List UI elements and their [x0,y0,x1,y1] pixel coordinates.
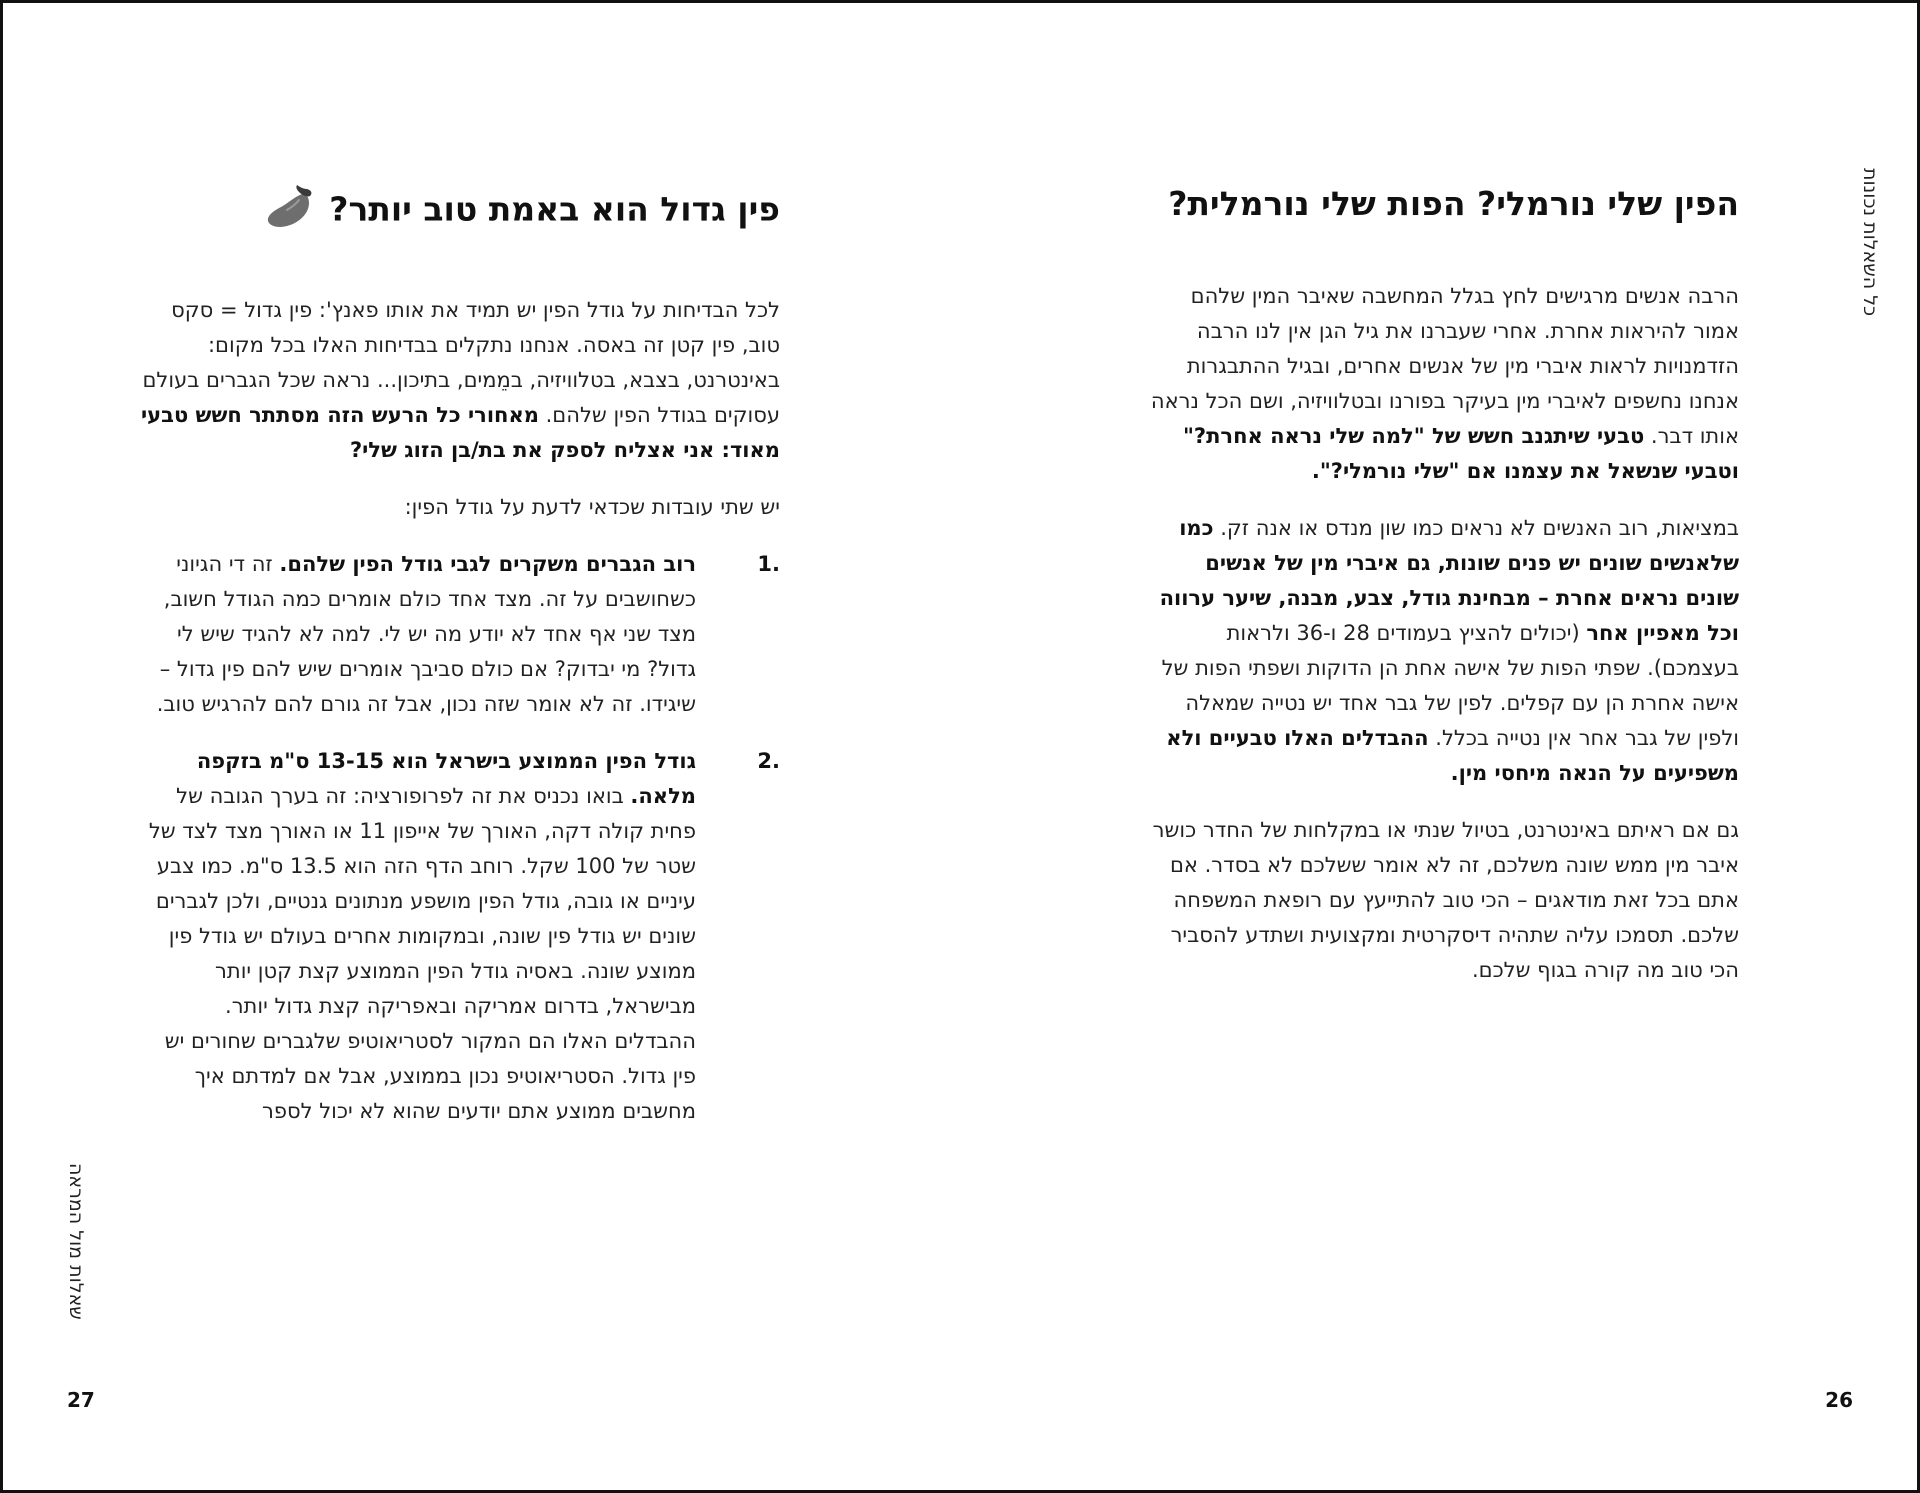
page-number-right: 26 [1825,1388,1853,1412]
right-paragraph-3: גם אם ראיתם באינטרנט, בטיול שנתי או במקלחות של החדר כושר איבר מין ממש שונה משלכם, זה לא אומר ששלכם לא בסדר. אם אתם בכל זאת מודאגים – הכי טוב להתייעץ עם רופאת המשפחה שלכם. תסמכו עליה שתהיה דיסקרטית ומקצועית ושתדע להסביר הכי טוב מה קורה בגוף שלכם. [1152,818,1739,982]
left-page-title [140,183,780,239]
left-page-title-text: פין גדול הוא באמת טוב יותר? [329,189,780,229]
facts-list [140,547,780,1129]
list-item-text: רוב הגברים משקרים לגבי גודל הפין שלהם. זה די הגיוני כשחושבים על זה. מצד אחד כולם אומרים כמה הגודל חשוב, מצד שני אף אחד לא יודע מה יש לי. למה לא להגיד שיש לי גדול? מי יבדוק? אם כולם סביבך אומרים שיש להם פין גדול – שיגידו. זה לא אומר שזה נכון, אבל זה גורם להם להרגיש טוב. [156,552,696,716]
right-page-title: הפין שלי נורמלי? הפות שלי נורמלית? [1168,184,1739,223]
list-number: 2. [757,749,780,773]
eggplant-icon [265,183,315,239]
page-number-left: 27 [67,1388,95,1412]
list-item [140,547,780,722]
list-item-text: גודל הפין הממוצע בישראל הוא 13-15 ס"מ בזקפה מלאה. בואו נכניס את זה לפרופורציה: זה בערך הגובה של פחית קולה דקה, האורך של אייפון 11 או האורך מצד לצד של שטר של 100 שקל. רוחב הדף הזה הוא 13.5 ס"מ. כמו צבע עיניים או גובה, גודל הפין מושפע מנתונים גנטיים, ולכן לגברים שונים יש גודל פין שונה, ובמקומות אחרים בעולם יש גודל פין ממוצע שונה. באסיה גודל הפין הממוצע קצת קטן יותר מבישראל, בדרום אמריקה ובאפריקה קצת גדול יותר. ההבדלים האלו הם המקור לסטריאוטיפ שלגברים שחורים יש פין גדול. הסטריאוטיפ נכון בממוצע, אבל אם למדתם איך מחשבים ממוצע אתם יודעים שהוא לא יכול לספר [148,749,696,1123]
left-paragraph-1: לכל הבדיחות על גודל הפין יש תמיד את אותו פאנץ': פין גדול = סקס טוב, פין קטן זה באסה. אנחנו נתקלים בבדיחות האלו בכל מקום: באינטרנט, בצבא, בטלוויזיה, במֵמים, בתיכון... נראה שכל הגברים בעולם עסוקים בגודל הפין שלהם. מאחורי כל הרעש הזה מסתתר חשש טבעי מאוד: אני אצליח לספק את בת/בן הזוג שלי? [140,298,780,462]
running-head-left: שאלות מול המראה [65,1163,87,1320]
left-paragraph-2: יש שתי עובדות שכדאי לדעת על גודל הפין: [404,495,780,519]
left-page-content [140,183,780,1151]
list-item [140,744,780,1129]
right-paragraph-2: במציאות, רוב האנשים לא נראים כמו שון מנדס או אנה זק. כמו שלאנשים שונים יש פנים שונות, גם איברי מין של אנשים שונים נראים אחרת – מבחינת גודל, צבע, מבנה, שיער ערווה וכל מאפיין אחר (יכולים להציץ בעמודים 28 ו-36 ולראות בעצמכם). שפתי הפות של אישה אחת הן הדוקות ושפתי הפות של אישה אחרת הן עם קפלים. לפין של גבר אחד יש נטייה שמאלה ולפין של גבר אחר אין נטייה בכלל. ההבדלים האלו טבעיים ולא משפיעים על הנאה מיחסי מין. [1159,516,1739,785]
right-paragraph-1: הרבה אנשים מרגישים לחץ בגלל המחשבה שאיבר המין שלהם אמור להיראות אחרת. אחרי שעברנו את גיל הגן אין לנו הרבה הזדמנויות לראות איברי מין של אנשים אחרים, ובגיל ההתבגרות אנחנו נחשפים לאיברי מין בעיקר בפורנו ובטלוויזיה, ושם הכל נראה אותו דבר. טבעי שיתגנב חשש של "למה שלי נראה אחרת?" וטבעי שנשאל את עצמנו אם "שלי נורמלי?". [1150,284,1739,483]
list-number: 1. [757,552,780,576]
running-head-right: כל השאלות נכונות [1859,168,1881,317]
right-page-content [1149,183,1739,1010]
